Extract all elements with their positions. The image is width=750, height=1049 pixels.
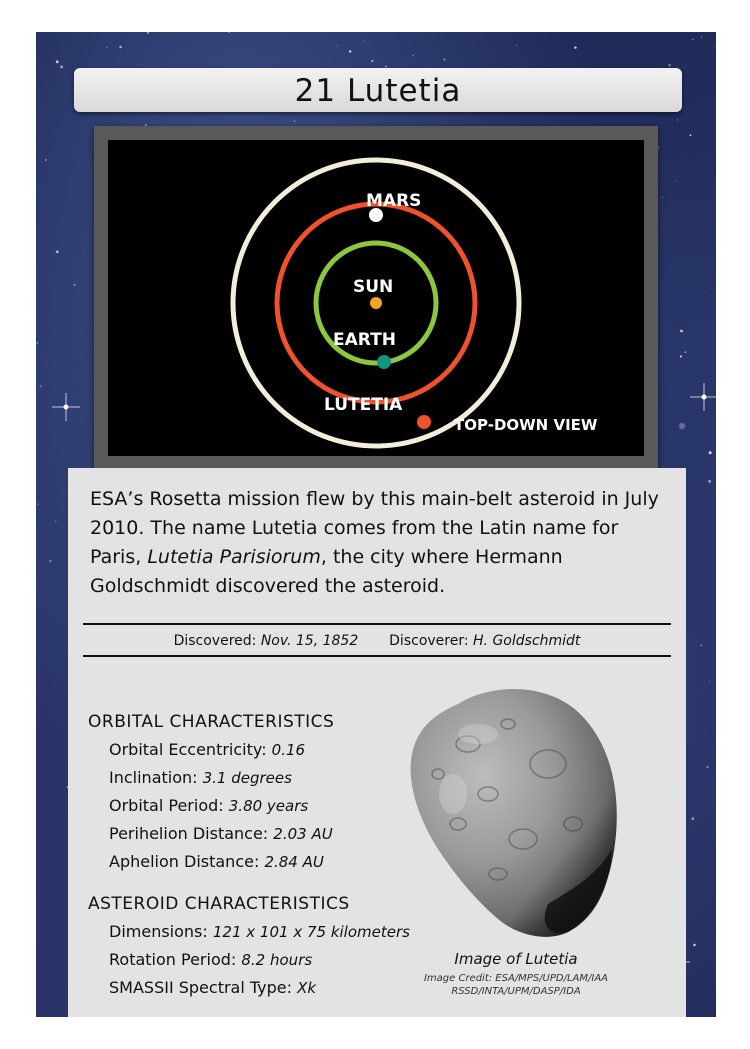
star: [574, 46, 576, 48]
discoverer-value: H. Goldschmidt: [473, 633, 581, 649]
star: [49, 560, 52, 563]
lutetia-dot: [417, 415, 431, 429]
divider-bottom: [83, 655, 671, 657]
stat-value: 8.2 hours: [241, 951, 313, 969]
description-part2: , the city where Hermann Goldschmidt discovered the asteroid.: [90, 546, 563, 597]
star: [371, 60, 373, 62]
sun-dot: [370, 297, 382, 309]
star: [294, 120, 296, 122]
image-credit-line1: Image Credit: ESA/MPS/UPD/LAM/IAA: [423, 973, 609, 984]
orbit-diagram-svg: [108, 140, 644, 456]
star: [56, 250, 59, 253]
stat-value: 3.1 degrees: [202, 769, 292, 787]
star: [84, 250, 85, 251]
star: [701, 37, 702, 38]
image-caption: Image of Lutetia: [454, 950, 578, 968]
view-label: TOP-DOWN VIEW: [454, 416, 598, 434]
stat-label: Aphelion Distance:: [109, 852, 260, 871]
stat-value: 3.80 years: [228, 797, 309, 815]
stat-value: Xk: [297, 979, 317, 997]
stat-value: 2.84 AU: [264, 853, 324, 871]
stat-orbital-eccentricity: [109, 740, 305, 759]
star: [349, 50, 352, 53]
star: [680, 330, 683, 333]
lutetia-image: [398, 674, 628, 950]
star: [677, 119, 678, 120]
stat-label: Dimensions:: [109, 922, 208, 941]
star: [661, 197, 662, 198]
discovered-value: Nov. 15, 1852: [260, 633, 359, 649]
sun-label: SUN: [353, 277, 394, 297]
image-credit-line2: RSSD/INTA/UPM/DASP/IDA: [451, 986, 581, 997]
star: [363, 41, 364, 42]
orbit-diagram-frame: [94, 126, 658, 470]
stat-inclination: [109, 768, 292, 787]
star: [715, 46, 716, 47]
discovery-row: [83, 627, 671, 655]
stat-label: SMASSII Spectral Type:: [109, 978, 293, 997]
stat-perihelion-distance: [109, 824, 333, 843]
star: [675, 180, 676, 181]
star: [45, 159, 46, 160]
earth-label: EARTH: [333, 330, 396, 350]
star: [60, 65, 63, 68]
card-title: 21 Lutetia: [74, 68, 682, 112]
bright-star: [690, 383, 716, 411]
discovered-label: Discovered:: [173, 633, 257, 649]
info-panel: [68, 468, 686, 1017]
star: [443, 58, 445, 60]
star: [685, 351, 687, 353]
stat-label: Perihelion Distance:: [109, 824, 269, 843]
star: [705, 292, 706, 293]
star: [668, 64, 671, 67]
star: [692, 39, 694, 41]
divider-top: [83, 623, 671, 625]
stat-dimensions: [109, 922, 410, 941]
star: [680, 355, 682, 357]
asteroid-photo: [398, 674, 628, 946]
star: [336, 45, 337, 46]
star: [37, 342, 38, 343]
star: [74, 284, 76, 286]
bright-star: [52, 393, 80, 421]
star: [709, 451, 712, 454]
stat-aphelion-distance: [109, 852, 324, 871]
star: [40, 385, 42, 387]
stat-label: Orbital Period:: [109, 796, 224, 815]
star: [119, 46, 122, 49]
stat-label: Rotation Period:: [109, 950, 237, 969]
stat-rotation-period: [109, 950, 312, 969]
star: [106, 47, 107, 48]
star: [693, 944, 696, 947]
discoverer-label: Discoverer:: [389, 633, 469, 649]
star: [690, 134, 692, 136]
star: [701, 645, 702, 646]
stat-label: Inclination:: [109, 768, 198, 787]
star: [708, 480, 711, 483]
lutetia-label: LUTETIA: [324, 395, 403, 415]
star: [228, 32, 230, 33]
star: [481, 39, 482, 40]
stat-value: 0.16: [271, 741, 306, 759]
orbital-heading: ORBITAL CHARACTERISTICS: [88, 712, 335, 732]
star: [516, 45, 517, 46]
star: [691, 817, 694, 820]
image-credit: [400, 972, 632, 998]
description-latin-name: Lutetia Parisiorum: [147, 546, 321, 568]
mars-label: MARS: [366, 191, 422, 211]
description: [90, 485, 670, 601]
star: [706, 766, 709, 769]
stat-orbital-period: [109, 796, 308, 815]
trading-card: [36, 32, 716, 1017]
star: [709, 681, 710, 682]
star: [56, 60, 59, 63]
asteroid-heading: ASTEROID CHARACTERISTICS: [88, 894, 350, 914]
orbit-diagram: [108, 140, 644, 456]
description-part1: ESA’s Rosetta mission flew by this main-belt asteroid in July 2010. The name Lutetia comes from the Latin name for Paris,: [90, 488, 659, 568]
star: [412, 55, 413, 56]
star: [37, 504, 38, 505]
stat-label: Orbital Eccentricity:: [109, 740, 267, 759]
stat-value: 2.03 AU: [273, 825, 333, 843]
stat-spectral-type: [109, 978, 316, 997]
stat-value: 121 x 101 x 75 kilometers: [212, 923, 410, 941]
star: [147, 32, 149, 34]
earth-dot: [377, 355, 391, 369]
star: [55, 521, 57, 523]
